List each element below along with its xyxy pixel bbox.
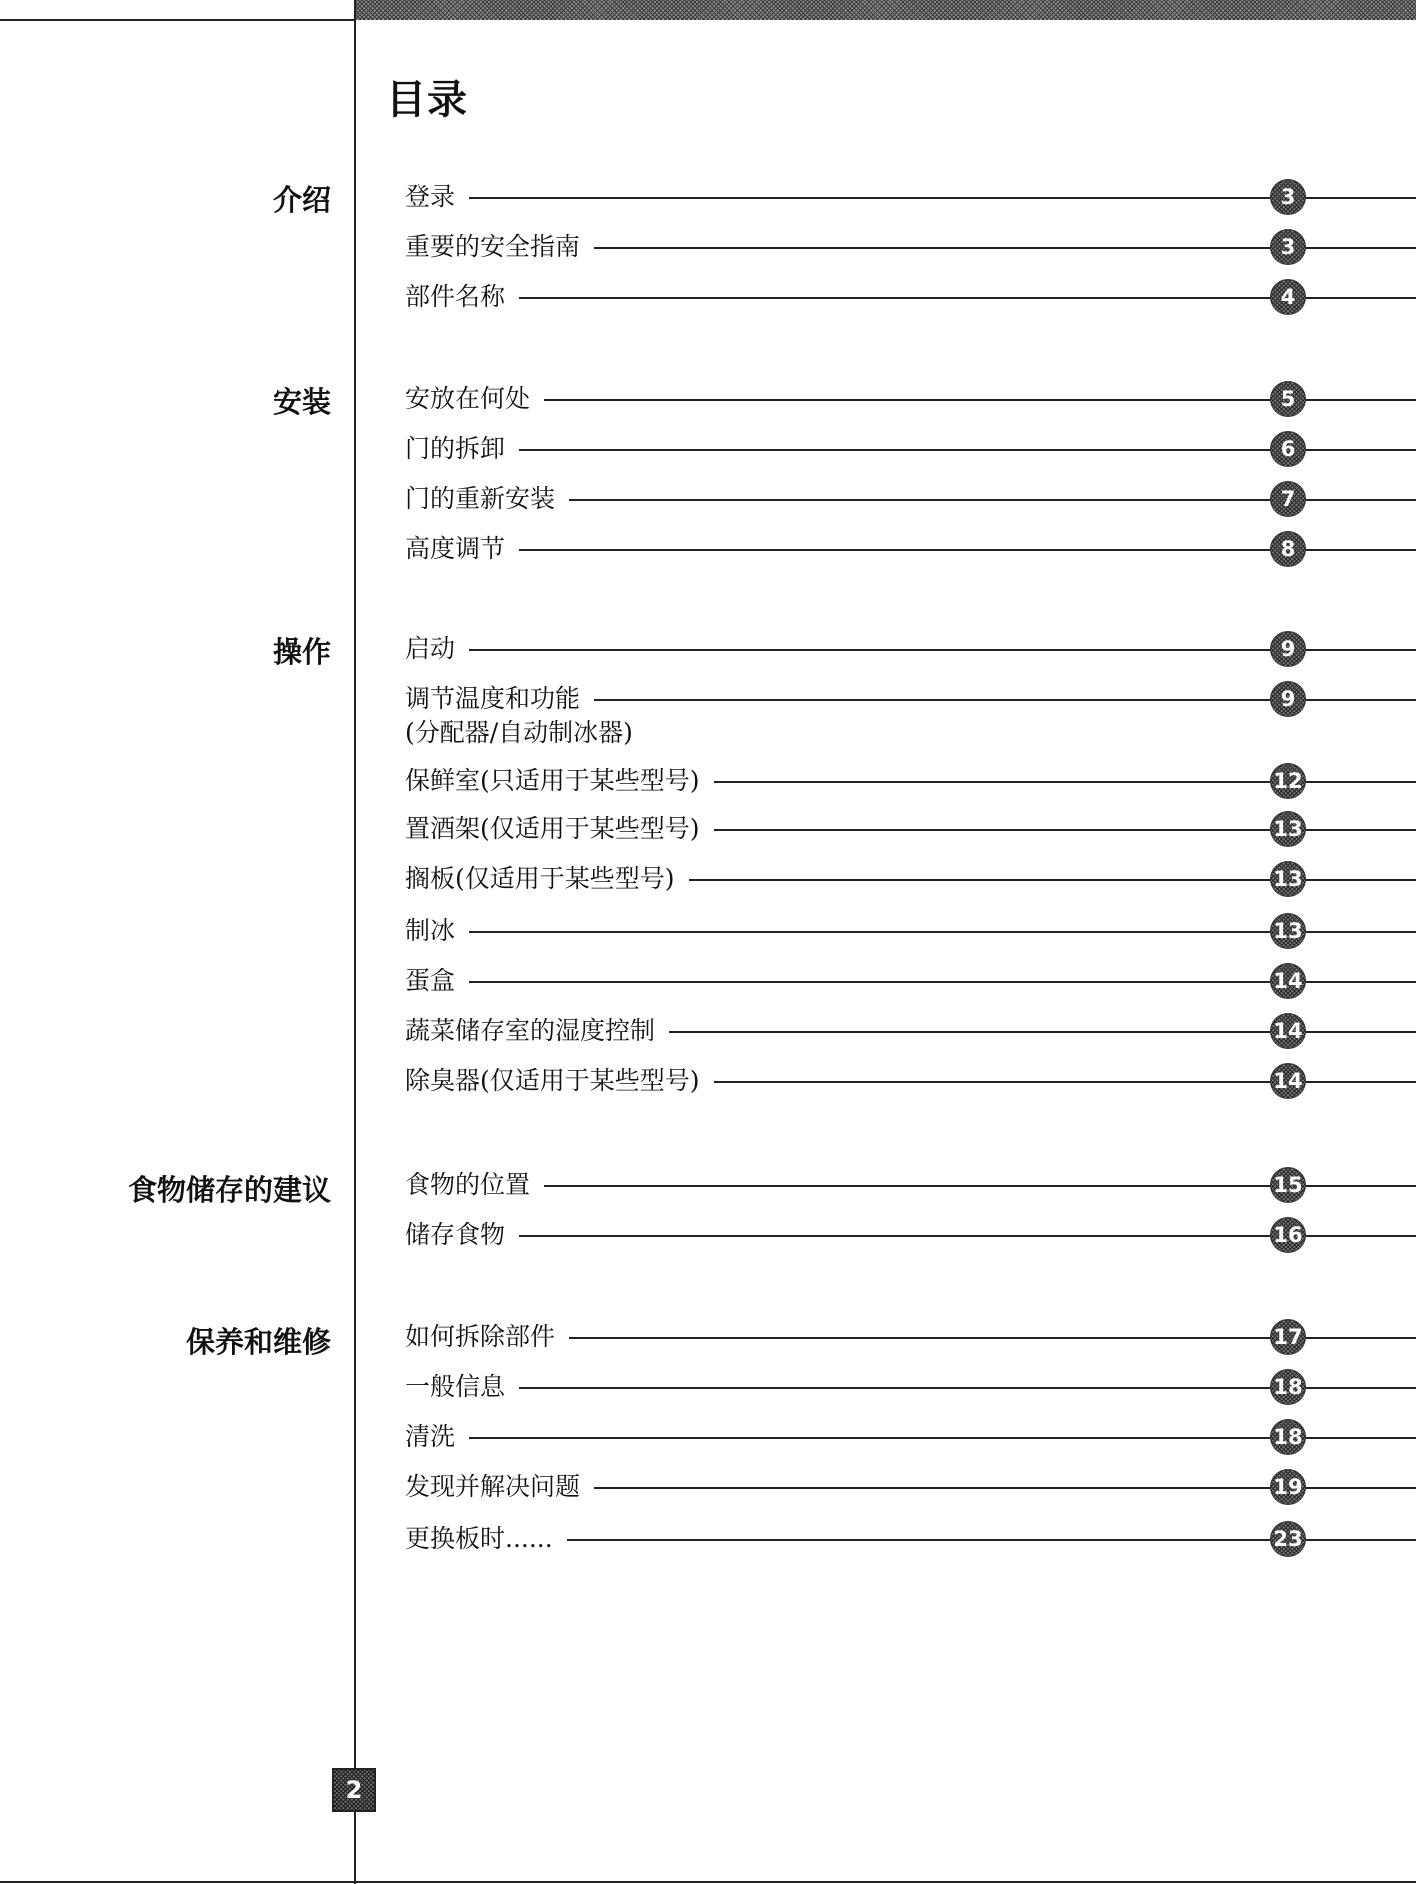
leader-line <box>405 649 1416 651</box>
page-number-badge: 17 <box>1271 1320 1305 1354</box>
toc-entry[interactable] <box>405 812 1416 846</box>
toc-entry[interactable] <box>405 764 1416 798</box>
page-number-badge: 14 <box>1271 1014 1305 1048</box>
page-number-badge: 13 <box>1271 812 1305 846</box>
toc-entry[interactable] <box>405 1168 1416 1202</box>
leader-line <box>405 297 1416 299</box>
toc-entry-label: 门的拆卸 <box>405 432 519 466</box>
toc-entry-label: 一般信息 <box>405 1370 519 1404</box>
toc-entry-sublabel: (分配器/自动制冰器) <box>405 718 633 747</box>
toc-entry-label: 清洗 <box>405 1420 469 1454</box>
page-number-badge: 16 <box>1271 1218 1305 1252</box>
toc-entry-label: 高度调节 <box>405 532 519 566</box>
page-number-badge: 4 <box>1271 280 1305 314</box>
toc-entry-label: 置酒架(仅适用于某些型号) <box>405 812 714 846</box>
page-number-badge: 3 <box>1271 230 1305 264</box>
toc-entry-label: 如何拆除部件 <box>405 1320 569 1354</box>
leader-line <box>405 549 1416 551</box>
toc-entry[interactable] <box>405 1064 1416 1098</box>
toc-entry[interactable] <box>405 230 1416 264</box>
toc-entry-label: 部件名称 <box>405 280 519 314</box>
toc-entry-label: 食物的位置 <box>405 1168 544 1202</box>
page-number-badge: 18 <box>1271 1370 1305 1404</box>
toc-entry[interactable] <box>405 532 1416 566</box>
section-heading-maintenance: 保养和维修 <box>185 1325 331 1359</box>
toc-entry-label: 更换板时...... <box>405 1522 567 1556</box>
page-number-badge: 18 <box>1271 1420 1305 1454</box>
page-title: 目录 <box>386 77 468 123</box>
page-number-badge: 6 <box>1271 432 1305 466</box>
section-heading-installation: 安装 <box>272 385 331 419</box>
toc-entry-label: 发现并解决问题 <box>405 1470 594 1504</box>
leader-line <box>405 399 1416 401</box>
page-number-badge: 13 <box>1271 862 1305 896</box>
page-number-badge: 14 <box>1271 964 1305 998</box>
toc-entry[interactable] <box>405 1420 1416 1454</box>
toc-entry[interactable] <box>405 1320 1416 1354</box>
toc-entry[interactable] <box>405 1218 1416 1252</box>
toc-entry-label: 门的重新安装 <box>405 482 569 516</box>
toc-entry[interactable] <box>405 632 1416 666</box>
page-number-badge: 23 <box>1271 1522 1305 1556</box>
toc-entry-label: 启动 <box>405 632 469 666</box>
top-rule <box>0 19 356 21</box>
page-folio: 2 <box>332 1768 376 1812</box>
page-number-badge: 3 <box>1271 180 1305 214</box>
page-number-badge: 13 <box>1271 914 1305 948</box>
leader-line <box>405 197 1416 199</box>
vertical-divider <box>354 0 356 1884</box>
toc-entry[interactable] <box>405 682 1416 747</box>
toc-entry[interactable] <box>405 482 1416 516</box>
toc-entry[interactable] <box>405 964 1416 998</box>
toc-entry[interactable] <box>405 382 1416 416</box>
toc-entry-label: 除臭器(仅适用于某些型号) <box>405 1064 714 1098</box>
page-number-badge: 14 <box>1271 1064 1305 1098</box>
toc-entry-label: 蔬菜储存室的湿度控制 <box>405 1014 669 1048</box>
toc-entry[interactable] <box>405 1470 1416 1504</box>
toc-entry-label: 调节温度和功能 <box>405 682 594 716</box>
leader-line <box>405 449 1416 451</box>
leader-line <box>405 1235 1416 1237</box>
toc-entry-label: 制冰 <box>405 914 469 948</box>
toc-entry[interactable] <box>405 280 1416 314</box>
toc-entry-label: 储存食物 <box>405 1218 519 1252</box>
top-decorative-band <box>356 0 1416 20</box>
page-number-badge: 19 <box>1271 1470 1305 1504</box>
page-number-badge: 9 <box>1271 632 1305 666</box>
leader-line <box>405 931 1416 933</box>
toc-entry[interactable] <box>405 432 1416 466</box>
toc-entry[interactable] <box>405 1370 1416 1404</box>
page-number-badge: 15 <box>1271 1168 1305 1202</box>
toc-entry-label: 蛋盒 <box>405 964 469 998</box>
section-heading-intro: 介绍 <box>272 183 331 217</box>
page-number-badge: 7 <box>1271 482 1305 516</box>
toc-entry-label: 安放在何处 <box>405 382 544 416</box>
toc-entry-label: 登录 <box>405 180 469 214</box>
leader-line <box>405 1387 1416 1389</box>
leader-line <box>405 981 1416 983</box>
section-heading-operation: 操作 <box>272 635 331 669</box>
leader-line <box>405 1185 1416 1187</box>
toc-entry-label: 搁板(仅适用于某些型号) <box>405 862 689 896</box>
page-number-badge: 5 <box>1271 382 1305 416</box>
toc-entry-label: 保鲜室(只适用于某些型号) <box>405 764 714 798</box>
toc-entry[interactable] <box>405 1522 1416 1556</box>
page-number-badge: 8 <box>1271 532 1305 566</box>
leader-line <box>405 1437 1416 1439</box>
toc-entry-label: 重要的安全指南 <box>405 230 594 264</box>
page-number-badge: 12 <box>1271 764 1305 798</box>
toc-entry[interactable] <box>405 862 1416 896</box>
toc-entry[interactable] <box>405 914 1416 948</box>
section-heading-food-storage: 食物储存的建议 <box>127 1173 331 1207</box>
bottom-rule <box>0 1881 1416 1883</box>
page-number-badge: 9 <box>1271 682 1305 716</box>
toc-entry[interactable] <box>405 1014 1416 1048</box>
toc-entry[interactable] <box>405 180 1416 214</box>
